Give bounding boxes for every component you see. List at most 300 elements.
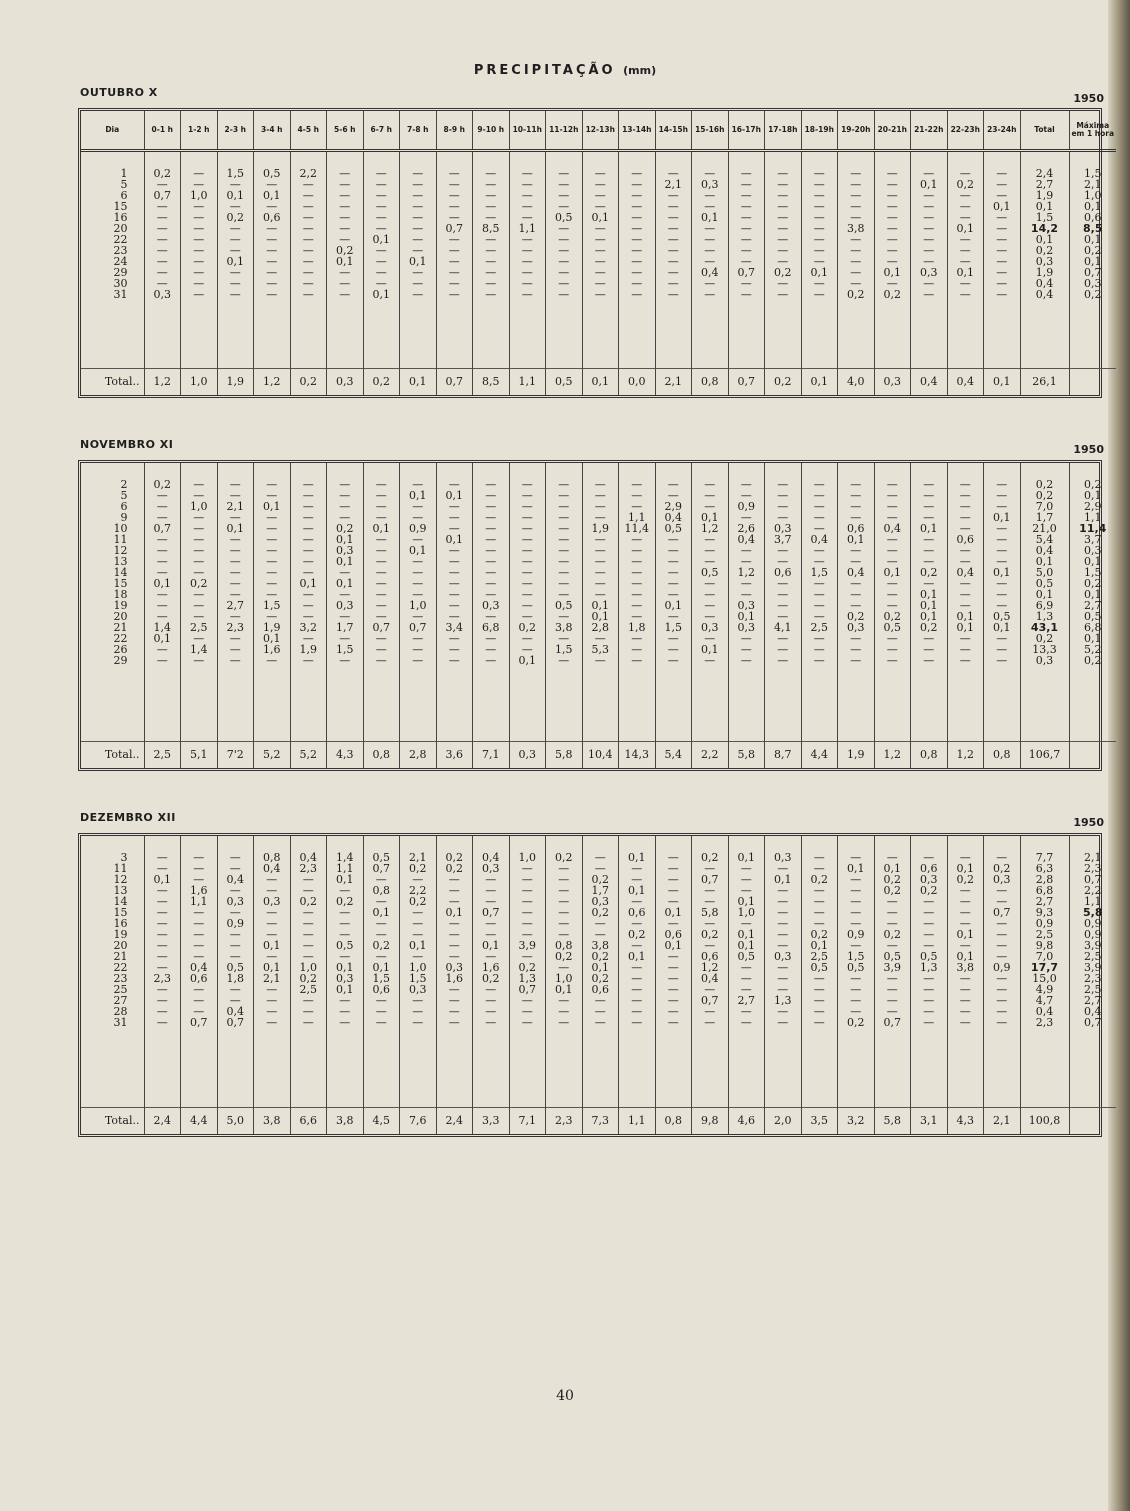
hour-cell: — [984, 984, 1021, 995]
hour-cell: 1,0 [546, 973, 583, 984]
hour-cell: — [181, 567, 218, 578]
hour-cell: — [181, 951, 218, 962]
hour-cell: — [509, 644, 546, 655]
hour-cell: — [838, 644, 875, 655]
hour-cell: — [327, 951, 364, 962]
page-title [0, 63, 1130, 78]
hour-cell: — [363, 611, 400, 622]
hour-cell: 0,1 [400, 940, 437, 951]
hour-cell: 0,4 [254, 863, 291, 874]
hour-cell: — [765, 168, 802, 179]
hour-cell: — [947, 896, 984, 907]
hour-cell: — [838, 245, 875, 256]
day-cell: 13 [113, 885, 128, 896]
hour-cell: — [692, 190, 729, 201]
total-value: 3,1 [911, 1108, 948, 1135]
hour-cell: 0,2 [911, 622, 948, 633]
hour-cell: — [692, 1006, 729, 1017]
hour-cell: — [290, 600, 327, 611]
table-row [81, 245, 1116, 256]
hour-cell: — [436, 179, 473, 190]
hour-cell: — [984, 896, 1021, 907]
total-cell: 5,0 [1020, 567, 1069, 578]
hour-cell: — [509, 600, 546, 611]
hour-cell: — [509, 267, 546, 278]
hour-cell: — [728, 168, 765, 179]
day-cell: 12 [113, 545, 128, 556]
hour-cell: 0,5 [874, 622, 911, 633]
day-cell: 18 [113, 589, 128, 600]
table-row [81, 578, 1116, 589]
hour-cell: 0,8 [363, 885, 400, 896]
hour-cell: 0,1 [947, 951, 984, 962]
hour-cell: 0,6 [947, 534, 984, 545]
hour-cell: — [509, 534, 546, 545]
hour-cell: — [217, 995, 254, 1006]
hour-cell: — [436, 278, 473, 289]
hour-cell: — [984, 973, 1021, 984]
total-value: 1,0 [181, 369, 218, 396]
hour-cell: — [984, 644, 1021, 655]
hour-cell: — [144, 201, 181, 212]
hour-cell: 4,1 [765, 622, 802, 633]
hour-cell: — [838, 995, 875, 1006]
hour-cell: — [181, 907, 218, 918]
hour-cell: — [254, 589, 291, 600]
hour-cell: — [765, 896, 802, 907]
hour-cell: 1,2 [692, 962, 729, 973]
hour-cell: — [217, 179, 254, 190]
hour-cell: — [436, 633, 473, 644]
hour-cell: — [911, 1006, 948, 1017]
hour-cell: — [181, 633, 218, 644]
hour-cell: 1,8 [217, 973, 254, 984]
hour-cell: — [181, 479, 218, 490]
day-cell: 16 [113, 212, 128, 223]
hour-cell: — [801, 885, 838, 896]
hour-cell: — [728, 644, 765, 655]
hour-cell: 0,1 [327, 534, 364, 545]
max-hour-cell: 2,7 [1069, 995, 1116, 1006]
total-cell: 2,3 [1020, 1017, 1069, 1028]
hour-cell: — [655, 611, 692, 622]
table-row [81, 223, 1116, 234]
hour-cell: — [582, 1017, 619, 1028]
max-hour-cell: 0,4 [1069, 1006, 1116, 1017]
hour-cell: — [765, 918, 802, 929]
hour-cell: — [801, 1017, 838, 1028]
hour-cell: — [181, 929, 218, 940]
hour-cell: 0,2 [327, 523, 364, 534]
max-hour-cell: 0,9 [1069, 918, 1116, 929]
hour-cell: — [984, 589, 1021, 600]
hour-cell: — [947, 852, 984, 863]
hour-cell: — [327, 479, 364, 490]
max-hour-cell: 5,2 [1069, 644, 1116, 655]
total-value: 0,0 [619, 369, 656, 396]
hour-cell: 0,1 [363, 907, 400, 918]
total-value: 10,4 [582, 742, 619, 769]
hour-cell: — [874, 918, 911, 929]
hour-cell: — [728, 289, 765, 300]
table-row [81, 256, 1116, 267]
table-row [81, 1006, 1116, 1017]
hour-cell: — [582, 256, 619, 267]
total-value: 2,4 [436, 1108, 473, 1135]
total-value: 1,2 [144, 369, 181, 396]
column-header: Total [1020, 111, 1069, 151]
hour-cell: — [473, 545, 510, 556]
hour-cell: — [400, 179, 437, 190]
total-cell: 9,3 [1020, 907, 1069, 918]
hour-cell: 0,1 [217, 190, 254, 201]
hour-cell: — [217, 644, 254, 655]
hour-cell: — [509, 951, 546, 962]
day-cell: 13 [113, 556, 128, 567]
total-cell: 2,8 [1020, 874, 1069, 885]
hour-cell: 0,1 [801, 267, 838, 278]
hour-cell: — [728, 1017, 765, 1028]
hour-cell: 0,1 [473, 940, 510, 951]
hour-cell: — [582, 179, 619, 190]
hour-cell: — [181, 534, 218, 545]
hour-cell: — [874, 655, 911, 666]
hour-cell: — [363, 512, 400, 523]
table-row [81, 896, 1116, 907]
hour-cell: — [509, 245, 546, 256]
hour-cell: 0,7 [217, 1017, 254, 1028]
day-cell: 31 [113, 289, 128, 300]
max-hour-cell: 0,2 [1069, 578, 1116, 589]
hour-cell: — [801, 223, 838, 234]
hour-cell: — [290, 201, 327, 212]
hour-cell: — [144, 567, 181, 578]
total-value: 2,2 [692, 742, 729, 769]
hour-cell: 0,1 [947, 622, 984, 633]
precipitation-table [78, 460, 1107, 771]
hour-cell: — [473, 633, 510, 644]
hour-cell: — [400, 929, 437, 940]
hour-cell: — [582, 234, 619, 245]
hour-cell: — [728, 212, 765, 223]
hour-cell: — [254, 512, 291, 523]
hour-cell: — [911, 1017, 948, 1028]
hour-cell: — [509, 545, 546, 556]
table-row [81, 534, 1116, 545]
hour-cell: — [473, 534, 510, 545]
hour-cell: — [546, 611, 583, 622]
column-header: 11-12h [546, 111, 583, 151]
hour-cell: — [363, 896, 400, 907]
hour-cell: — [765, 1006, 802, 1017]
hour-cell: — [984, 267, 1021, 278]
hour-cell: — [801, 611, 838, 622]
hour-cell: — [290, 929, 327, 940]
hour-cell: — [911, 245, 948, 256]
total-value [1069, 1108, 1116, 1135]
hour-cell: — [327, 234, 364, 245]
hour-cell: 0,1 [363, 523, 400, 534]
total-value: 1,2 [947, 742, 984, 769]
hour-cell: — [181, 256, 218, 267]
hour-cell: — [546, 556, 583, 567]
hour-cell: — [473, 951, 510, 962]
hour-cell: — [728, 1006, 765, 1017]
hour-cell: — [473, 874, 510, 885]
hour-cell: — [363, 951, 400, 962]
hour-cell: 0,4 [692, 973, 729, 984]
hour-cell: — [947, 512, 984, 523]
total-cell: 0,4 [1020, 1006, 1069, 1017]
hour-cell: — [400, 534, 437, 545]
max-hour-cell: 0,7 [1069, 874, 1116, 885]
hour-cell: — [947, 201, 984, 212]
hour-cell: — [327, 995, 364, 1006]
hour-cell: 0,2 [838, 611, 875, 622]
hour-cell: — [181, 940, 218, 951]
hour-cell: — [181, 179, 218, 190]
hour-cell: 0,5 [217, 962, 254, 973]
hour-cell: — [144, 267, 181, 278]
total-value: 0,4 [947, 369, 984, 396]
hour-cell: 3,9 [509, 940, 546, 951]
hour-cell: — [290, 223, 327, 234]
hour-cell: — [509, 611, 546, 622]
hour-cell: 1,2 [728, 567, 765, 578]
hour-cell: — [363, 278, 400, 289]
hour-cell: — [217, 863, 254, 874]
total-cell: 0,1 [1020, 234, 1069, 245]
hour-cell: 1,0 [728, 907, 765, 918]
hour-cell: — [619, 874, 656, 885]
hour-cell: — [144, 951, 181, 962]
day-cell: 14 [113, 896, 128, 907]
hour-cell: — [546, 168, 583, 179]
hour-cell: 0,5 [254, 168, 291, 179]
hour-cell: 0,1 [984, 512, 1021, 523]
hour-cell: — [546, 223, 583, 234]
hour-cell: — [874, 1006, 911, 1017]
hour-cell: 0,6 [838, 523, 875, 534]
hour-cell: 0,3 [473, 863, 510, 874]
hour-cell: — [874, 201, 911, 212]
max-hour-cell: 2,9 [1069, 501, 1116, 512]
hour-cell: — [655, 874, 692, 885]
hour-cell: 0,3 [765, 951, 802, 962]
hour-cell: 0,3 [765, 852, 802, 863]
hour-cell: — [947, 918, 984, 929]
hour-cell: 0,1 [692, 512, 729, 523]
table-row [81, 567, 1116, 578]
hour-cell: 0,1 [765, 874, 802, 885]
hour-cell: — [546, 962, 583, 973]
hour-cell: — [692, 896, 729, 907]
day-cell: 19 [113, 600, 128, 611]
hour-cell: — [619, 179, 656, 190]
hour-cell: — [582, 556, 619, 567]
hour-cell: 0,1 [801, 940, 838, 951]
title-unit: (mm) [623, 64, 657, 77]
hour-cell: — [728, 962, 765, 973]
hour-cell: — [290, 655, 327, 666]
hour-cell: 0,1 [363, 962, 400, 973]
hour-cell: — [765, 611, 802, 622]
hour-cell: — [290, 885, 327, 896]
hour-cell: — [838, 896, 875, 907]
hour-cell: — [874, 256, 911, 267]
hour-cell: 1,5 [254, 600, 291, 611]
hour-cell: — [692, 1017, 729, 1028]
hour-cell: 2,2 [290, 168, 327, 179]
max-hour-cell: 0,2 [1069, 289, 1116, 300]
hour-cell: — [984, 1017, 1021, 1028]
total-cell: 2,5 [1020, 929, 1069, 940]
hour-cell: 0,1 [838, 534, 875, 545]
hour-cell: — [181, 1006, 218, 1017]
hour-cell: — [801, 512, 838, 523]
hour-cell: — [984, 951, 1021, 962]
hour-cell: — [874, 179, 911, 190]
max-hour-cell: 0,3 [1069, 278, 1116, 289]
hour-cell: — [546, 896, 583, 907]
hour-cell: — [619, 201, 656, 212]
hour-cell: — [509, 556, 546, 567]
hour-cell: — [254, 578, 291, 589]
hour-cell: — [765, 1017, 802, 1028]
hour-cell: — [947, 984, 984, 995]
hour-cell: — [546, 655, 583, 666]
hour-cell: 2,3 [290, 863, 327, 874]
column-header: 0-1 h [144, 111, 181, 151]
hour-cell: 0,1 [984, 622, 1021, 633]
day-cell: 23 [113, 245, 128, 256]
total-cell: 4,7 [1020, 995, 1069, 1006]
total-value: 0,7 [436, 369, 473, 396]
hour-cell: — [400, 245, 437, 256]
table-row [81, 501, 1116, 512]
hour-cell: — [217, 907, 254, 918]
hour-cell: — [582, 655, 619, 666]
hour-cell: — [655, 567, 692, 578]
hour-cell: — [582, 567, 619, 578]
hour-cell: 0,4 [290, 852, 327, 863]
hour-cell: — [509, 633, 546, 644]
day-cell: 15 [113, 578, 128, 589]
hour-cell: — [801, 644, 838, 655]
hour-cell: 0,4 [181, 962, 218, 973]
hour-cell: — [181, 655, 218, 666]
hour-cell: 1,5 [363, 973, 400, 984]
hour-cell: — [765, 655, 802, 666]
hour-cell: — [911, 918, 948, 929]
hour-cell: 0,1 [911, 611, 948, 622]
column-header: 21-22h [911, 111, 948, 151]
total-cell: 1,9 [1020, 190, 1069, 201]
hour-cell: — [436, 918, 473, 929]
hour-cell: — [217, 556, 254, 567]
hour-cell: — [400, 201, 437, 212]
hour-cell: — [144, 929, 181, 940]
hour-cell: — [911, 545, 948, 556]
hour-cell: — [874, 479, 911, 490]
hour-cell: — [473, 234, 510, 245]
hour-cell: — [692, 633, 729, 644]
hour-cell: — [728, 201, 765, 212]
hour-cell: — [838, 874, 875, 885]
day-cell: 10 [113, 523, 128, 534]
hour-cell: — [436, 545, 473, 556]
header-row [81, 111, 1116, 151]
hour-cell: — [619, 995, 656, 1006]
hour-cell: — [911, 223, 948, 234]
hour-cell: 1,5 [400, 973, 437, 984]
hour-cell: 1,1 [619, 512, 656, 523]
hour-cell: — [144, 644, 181, 655]
hour-cell: — [436, 655, 473, 666]
hour-cell: — [655, 234, 692, 245]
hour-cell: — [144, 589, 181, 600]
hour-cell: — [582, 479, 619, 490]
hour-cell: — [546, 523, 583, 534]
total-value: 7,1 [509, 1108, 546, 1135]
hour-cell: 0,1 [254, 633, 291, 644]
hour-cell: — [400, 567, 437, 578]
total-value: 14,3 [619, 742, 656, 769]
hour-cell: 0,2 [327, 896, 364, 907]
hour-cell: — [582, 168, 619, 179]
hour-cell: — [144, 852, 181, 863]
hour-cell: 0,5 [655, 523, 692, 534]
day-cell: 21 [113, 951, 128, 962]
hour-cell: — [619, 896, 656, 907]
total-value: 3,8 [327, 1108, 364, 1135]
total-cell: 0,4 [1020, 278, 1069, 289]
hour-cell: 1,0 [509, 852, 546, 863]
hour-cell: — [874, 234, 911, 245]
hour-cell: — [473, 490, 510, 501]
hour-cell: — [619, 940, 656, 951]
hour-cell: — [436, 611, 473, 622]
day-cell: 20 [113, 611, 128, 622]
hour-cell: — [436, 523, 473, 534]
hour-cell: — [181, 512, 218, 523]
hour-cell: — [436, 995, 473, 1006]
total-value: 4,4 [181, 1108, 218, 1135]
column-header: 17-18h [765, 111, 802, 151]
hour-cell: — [473, 212, 510, 223]
hour-cell: — [801, 256, 838, 267]
max-hour-cell: 6,8 [1069, 622, 1116, 633]
hour-cell: — [838, 201, 875, 212]
hour-cell: — [911, 896, 948, 907]
hour-cell: — [327, 611, 364, 622]
hour-cell: — [801, 212, 838, 223]
hour-cell: — [874, 984, 911, 995]
hour-cell: — [728, 256, 765, 267]
hour-cell: — [217, 567, 254, 578]
hour-cell: 0,1 [327, 256, 364, 267]
total-value: 1,9 [217, 369, 254, 396]
total-cell: 0,9 [1020, 918, 1069, 929]
hour-cell: 3,7 [765, 534, 802, 545]
hour-cell: — [655, 278, 692, 289]
hour-cell: — [290, 534, 327, 545]
hour-cell: 0,1 [911, 589, 948, 600]
total-value: 5,2 [254, 742, 291, 769]
hour-cell: — [436, 896, 473, 907]
hour-cell: — [436, 644, 473, 655]
total-value: 3,5 [801, 1108, 838, 1135]
